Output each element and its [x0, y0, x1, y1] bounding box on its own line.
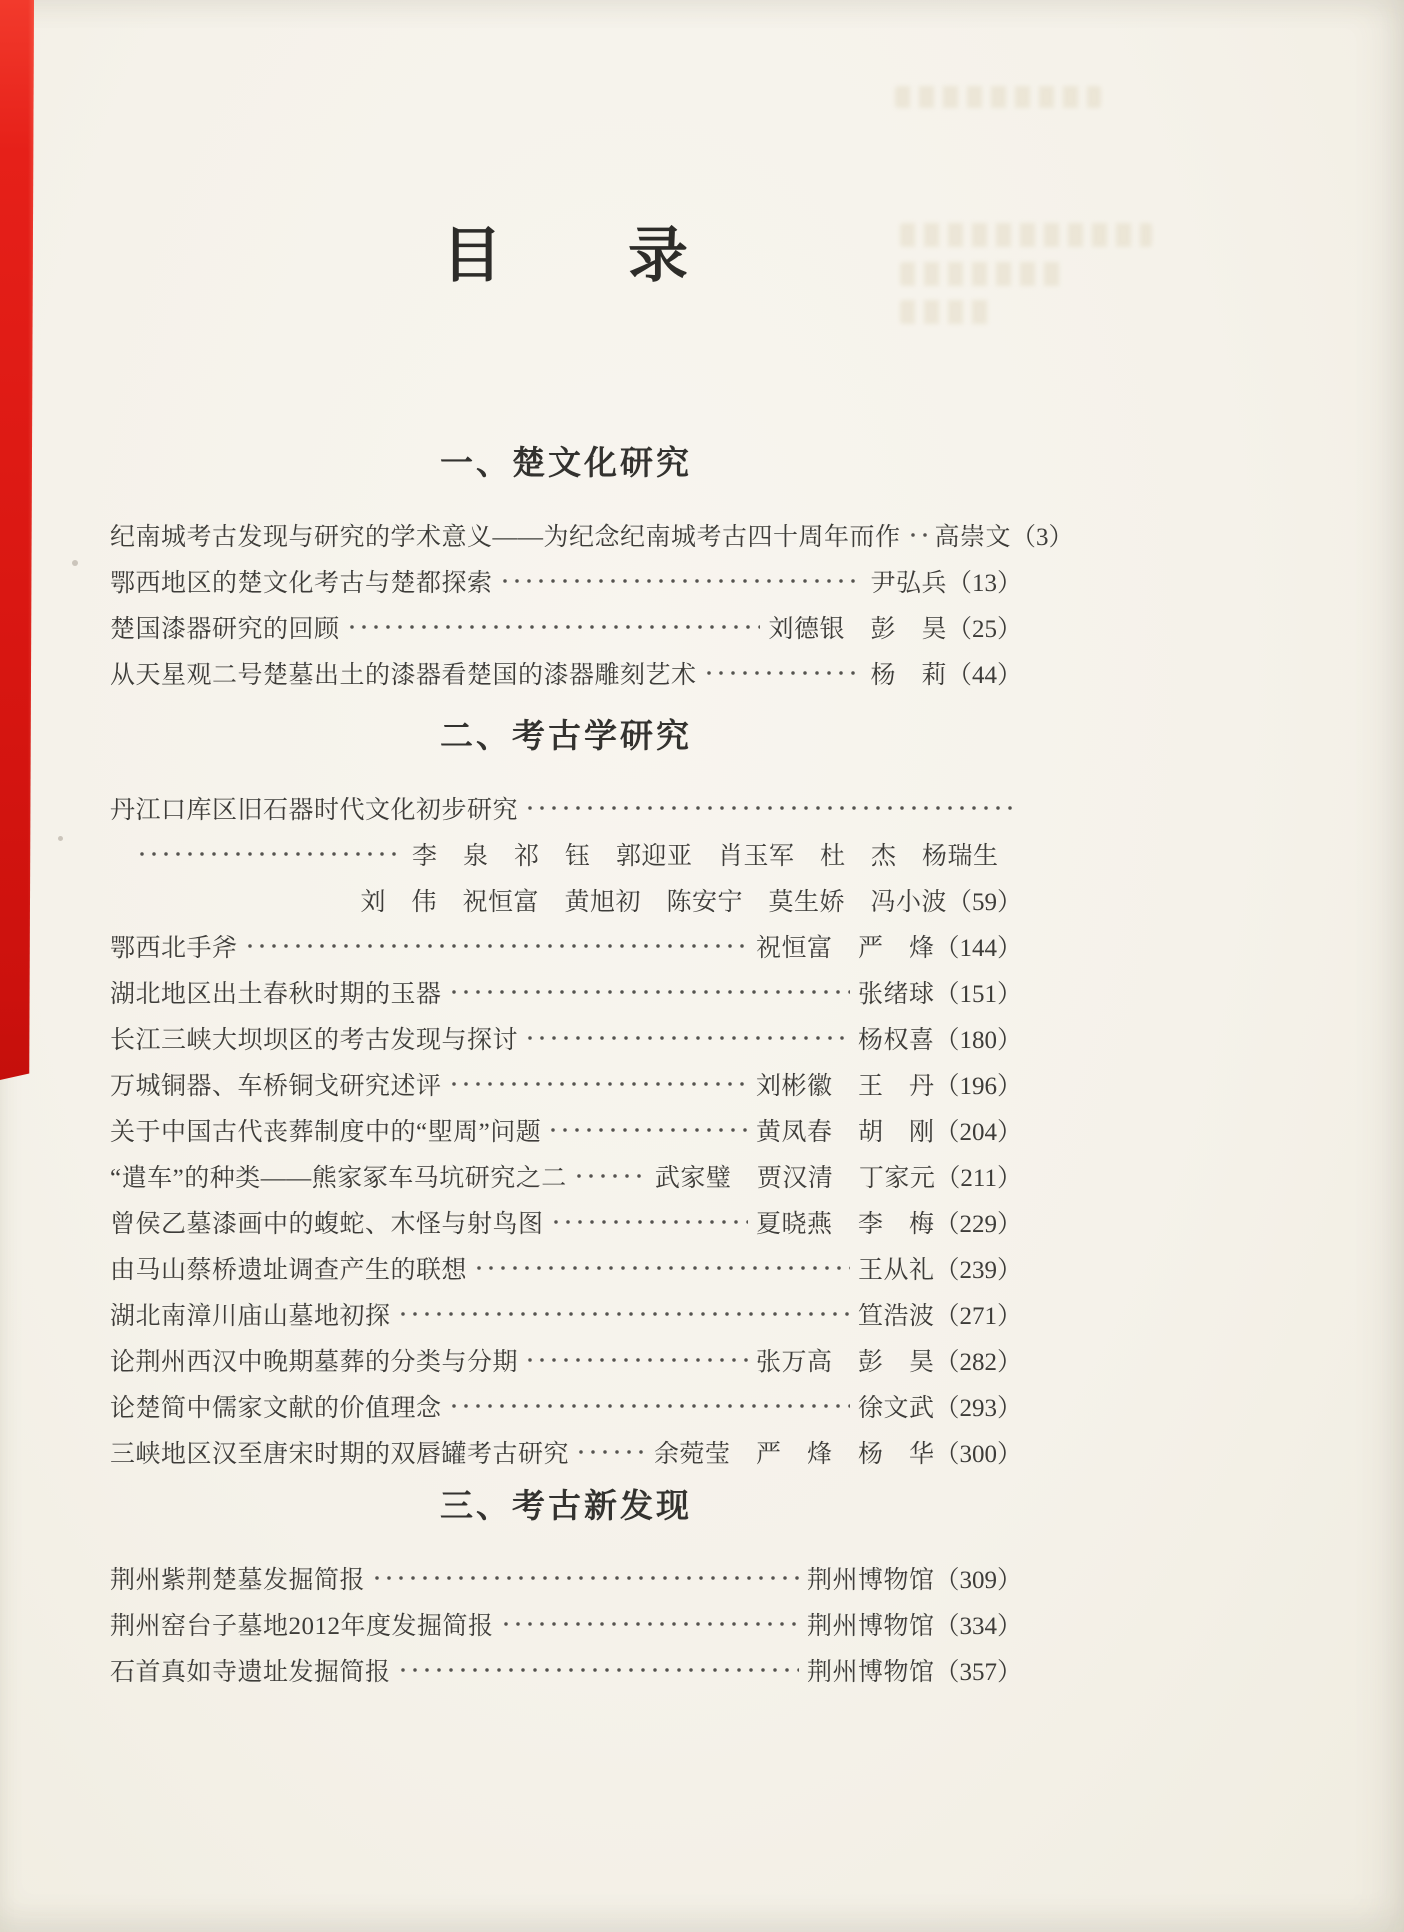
- dot-leader: [547, 1107, 748, 1153]
- entry-page-number: （211）: [935, 1165, 1022, 1192]
- entry-title: “遣车”的种类——熊家冢车马坑研究之二: [110, 1165, 567, 1192]
- book-cover-red-edge: [0, 0, 34, 1080]
- section-heading: 三、考古新发现: [440, 1487, 692, 1524]
- toc-section: [110, 440, 1074, 696]
- entry-title: 湖北南漳川庙山墓地初探: [110, 1303, 391, 1330]
- entry-authors: 尹弘兵: [870, 570, 947, 597]
- entry-authors: 李 泉 祁 钰 郭迎亚 肖玉军 杜 杰 杨瑞生: [412, 843, 999, 870]
- entry-authors: 荆州博物馆: [806, 1659, 935, 1686]
- entry-authors: 刘德银 彭 昊: [768, 616, 947, 643]
- toc-entry-row: [110, 558, 1022, 604]
- dot-leader: [499, 558, 863, 604]
- page-title: 目 录: [442, 223, 690, 289]
- entry-title: 湖北地区出土春秋时期的玉器: [110, 981, 442, 1008]
- toc-content: [110, 210, 1074, 1693]
- entry-page-number: （59）: [946, 889, 1022, 916]
- entry-title: 由马山蔡桥遗址调查产生的联想: [110, 1257, 468, 1284]
- toc-entry-row: [110, 1601, 1022, 1647]
- entry-title: 纪南城考古发现与研究的学术意义——为纪念纪南城考古四十周年而作: [110, 524, 901, 551]
- toc-entry-row: [110, 512, 1074, 558]
- entry-page-number: （151）: [934, 981, 1022, 1008]
- toc-section: [110, 1483, 1022, 1693]
- toc-entry-row: [110, 1015, 1022, 1061]
- entry-title: 荆州窑台子墓地2012年度发掘简报: [110, 1613, 494, 1640]
- entry-title: 万城铜器、车桥铜戈研究述评: [110, 1073, 442, 1100]
- entry-title: 楚国漆器研究的回顾: [110, 616, 340, 643]
- toc-entry-row: [110, 1383, 1022, 1429]
- entry-authors: 刘彬徽 王 丹: [755, 1073, 935, 1100]
- toc-entry-row: [110, 969, 1022, 1015]
- dot-leader: [473, 1245, 850, 1291]
- dot-leader: [346, 604, 761, 650]
- toc-section: [110, 713, 1022, 1475]
- entry-page-number: （334）: [934, 1613, 1022, 1640]
- entry-authors: 张万高 彭 昊: [755, 1349, 935, 1376]
- entry-page-number: （44）: [946, 662, 1022, 689]
- entry-authors: 王从礼: [857, 1257, 935, 1284]
- entry-authors: 夏晓燕 李 梅: [755, 1211, 935, 1238]
- entry-page-number: （180）: [934, 1027, 1022, 1054]
- entry-authors: 笪浩波: [857, 1303, 935, 1330]
- toc-entry-row: [110, 923, 1022, 969]
- dot-leader: [448, 1383, 850, 1429]
- toc-entry-row: [110, 1555, 1022, 1601]
- entry-title: 鄂西地区的楚文化考古与楚都探索: [110, 570, 493, 597]
- entry-page-number: （144）: [934, 935, 1022, 962]
- toc-entry-row: [110, 1107, 1022, 1153]
- entry-authors: 余菀莹 严 烽 杨 华: [653, 1441, 935, 1468]
- entry-page-number: （282）: [934, 1349, 1022, 1376]
- entry-authors: 刘 伟 祝恒富 黄旭初 陈安宁 莫生娇 冯小波: [360, 889, 947, 916]
- entry-authors: 杨权喜: [857, 1027, 935, 1054]
- toc-entry-row: [110, 1153, 1022, 1199]
- entry-title: 从天星观二号楚墓出土的漆器看楚国的漆器雕刻艺术: [110, 662, 697, 689]
- entry-page-number: （300）: [934, 1441, 1022, 1468]
- dot-leader: [397, 1647, 799, 1693]
- entry-page-number: （3）: [1011, 524, 1074, 551]
- entry-title: 长江三峡大坝坝区的考古发现与探讨: [110, 1027, 519, 1054]
- entry-authors: 荆州博物馆: [806, 1613, 935, 1640]
- entry-authors: 黄凤春 胡 刚: [755, 1119, 935, 1146]
- toc-entry-row: [110, 1337, 1022, 1383]
- entry-authors: 祝恒富 严 烽: [755, 935, 935, 962]
- entry-page-number: （13）: [946, 570, 1022, 597]
- scan-speck: [72, 560, 78, 566]
- entry-title: 曾侯乙墓漆画中的蝮蛇、木怪与射鸟图: [110, 1211, 544, 1238]
- entry-authors: 武家璧 贾汉清 丁家元: [654, 1165, 936, 1192]
- entry-page-number: （271）: [934, 1303, 1022, 1330]
- dot-leader: [448, 969, 850, 1015]
- toc-entry-row: [110, 1291, 1022, 1337]
- entry-authors: 高崇文: [934, 524, 1012, 551]
- dot-leader: [524, 785, 1020, 831]
- dot-leader: [907, 512, 927, 558]
- toc-entry-row: [110, 604, 1022, 650]
- toc-entry-row: [110, 1429, 1022, 1475]
- entry-page-number: （357）: [934, 1659, 1022, 1686]
- toc-entry-row: [110, 650, 1022, 696]
- entry-page-number: （196）: [934, 1073, 1022, 1100]
- entry-page-number: （25）: [946, 616, 1022, 643]
- entry-title: 荆州紫荆楚墓发掘简报: [110, 1567, 366, 1594]
- entry-page-number: （239）: [934, 1257, 1022, 1284]
- dot-leader: [575, 1429, 646, 1475]
- page-showthrough: [895, 86, 1101, 108]
- entry-page-number: （309）: [934, 1567, 1022, 1594]
- entry-authors: 杨 莉: [870, 662, 947, 689]
- toc-entry-row: [110, 1061, 1022, 1107]
- scan-speck: [58, 836, 63, 841]
- section-heading: 二、考古学研究: [440, 717, 692, 754]
- section-heading: 一、楚文化研究: [440, 444, 692, 481]
- entry-authors: 荆州博物馆: [806, 1567, 935, 1594]
- dot-leader: [448, 1061, 748, 1107]
- entry-title: 论楚简中儒家文献的价值理念: [110, 1395, 442, 1422]
- entry-page-number: （204）: [934, 1119, 1022, 1146]
- entry-title: 鄂西北手斧: [110, 935, 238, 962]
- toc-entry-row: [110, 831, 1022, 877]
- entry-title: 论荆州西汉中晚期墓葬的分类与分期: [110, 1349, 519, 1376]
- entry-title: 石首真如寺遗址发掘简报: [110, 1659, 391, 1686]
- dot-leader: [136, 831, 404, 877]
- entry-page-number: （293）: [934, 1395, 1022, 1422]
- entry-title: 丹江口库区旧石器时代文化初步研究: [110, 797, 519, 824]
- entry-title: 关于中国古代丧葬制度中的“堲周”问题: [110, 1119, 542, 1146]
- dot-leader: [524, 1337, 748, 1383]
- toc-entry-row: [110, 1647, 1022, 1693]
- dot-leader: [244, 923, 748, 969]
- toc-entry-row: [110, 1245, 1022, 1291]
- entry-authors: 张绪球: [857, 981, 935, 1008]
- toc-entry-row: [110, 877, 1022, 923]
- entry-authors: 徐文武: [857, 1395, 935, 1422]
- dot-leader: [500, 1601, 799, 1647]
- dot-leader: [573, 1153, 647, 1199]
- dot-leader: [397, 1291, 850, 1337]
- entry-page-number: （229）: [934, 1211, 1022, 1238]
- dot-leader: [524, 1015, 850, 1061]
- toc-entry-row: [110, 785, 1022, 831]
- dot-leader: [703, 650, 863, 696]
- dot-leader: [550, 1199, 748, 1245]
- entry-title: 三峡地区汉至唐宋时期的双唇罐考古研究: [110, 1441, 570, 1468]
- toc-sections: [110, 440, 1074, 1693]
- toc-entry-row: [110, 1199, 1022, 1245]
- dot-leader: [371, 1555, 799, 1601]
